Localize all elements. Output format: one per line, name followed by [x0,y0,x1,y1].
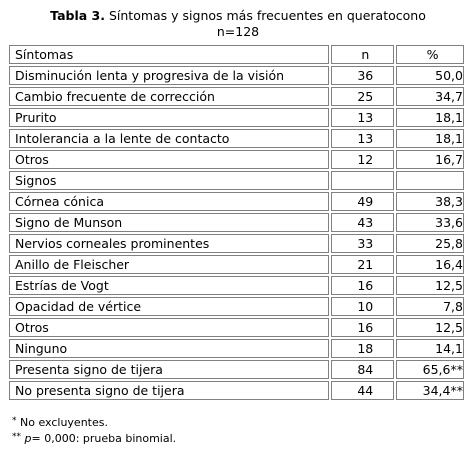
row-n-cell: 18 [331,339,394,358]
footnote-1 [12,414,108,430]
row-label-cell: Córnea cónica [9,192,329,211]
header-label-cell: Síntomas [9,45,329,64]
row-label-cell: No presenta signo de tijera [9,381,329,400]
row-pct-cell: 34,7 [396,87,464,106]
row-pct-cell: 34,4** [396,381,464,400]
row-n-cell: 33 [331,234,394,253]
row-n-cell: 44 [331,381,394,400]
row-n-cell: 84 [331,360,394,379]
row-n-cell: 16 [331,276,394,295]
row-n-cell: 43 [331,213,394,232]
table-row [9,255,464,274]
table-row [9,87,464,106]
footnote-1-text: No excluyentes. [16,416,108,429]
row-n-cell: 16 [331,318,394,337]
row-n-cell [331,171,394,190]
table-row [9,150,464,169]
row-n-cell: 36 [331,66,394,85]
row-pct-cell: 18,1 [396,129,464,148]
row-pct-cell: 12,5 [396,276,464,295]
symptoms-signs-table [7,43,466,402]
row-label-cell: Otros [9,318,329,337]
row-pct-cell [396,171,464,190]
caption-label: Tabla 3. [50,8,105,23]
row-pct-cell: 38,3 [396,192,464,211]
caption-title: Síntomas y signos más frecuentes en queratocono [104,8,426,23]
row-label-cell: Ninguno [9,339,329,358]
table-row [9,297,464,316]
row-pct-cell: 16,4 [396,255,464,274]
row-label-cell: Opacidad de vértice [9,297,329,316]
table-caption [0,8,476,40]
table-row [9,66,464,85]
row-pct-cell: 50,0 [396,66,464,85]
footnote-2-mark: ** [12,432,21,442]
row-pct-cell: 14,1 [396,339,464,358]
row-n-cell: 10 [331,297,394,316]
footnote-2-p-value: p [24,432,32,445]
table-row [9,108,464,127]
row-n-cell: 13 [331,108,394,127]
row-label-cell: Presenta signo de tijera [9,360,329,379]
table-header-row [9,45,464,64]
row-n-cell: 25 [331,87,394,106]
row-n-cell: 49 [331,192,394,211]
row-pct-cell: 12,5 [396,318,464,337]
row-label-cell: Otros [9,150,329,169]
row-pct-cell: 33,6 [396,213,464,232]
table-row [9,381,464,400]
table-row [9,234,464,253]
header-pct-cell: % [396,45,464,64]
header-n-cell: n [331,45,394,64]
footnote-1-mark: * [12,416,17,426]
caption-subtitle: n=128 [216,24,260,39]
row-pct-cell: 65,6** [396,360,464,379]
table-row [9,360,464,379]
table-row [9,192,464,211]
footnote-2 [12,430,176,446]
row-label-cell: Intolerancia a la lente de contacto [9,129,329,148]
row-n-cell: 13 [331,129,394,148]
table-row [9,171,464,190]
row-pct-cell: 18,1 [396,108,464,127]
table-row [9,339,464,358]
footnote-2-text: = 0,000: prueba binomial. [31,432,177,445]
row-pct-cell: 25,8 [396,234,464,253]
row-label-cell: Anillo de Fleischer [9,255,329,274]
row-label-cell: Signo de Munson [9,213,329,232]
row-pct-cell: 16,7 [396,150,464,169]
row-label-cell: Estrías de Vogt [9,276,329,295]
row-label-cell: Signos [9,171,329,190]
table-row [9,318,464,337]
row-label-cell: Prurito [9,108,329,127]
row-label-cell: Disminución lenta y progresiva de la visión [9,66,329,85]
table-row [9,129,464,148]
row-n-cell: 12 [331,150,394,169]
row-label-cell: Nervios corneales prominentes [9,234,329,253]
row-n-cell: 21 [331,255,394,274]
table-row [9,276,464,295]
row-pct-cell: 7,8 [396,297,464,316]
table-row [9,213,464,232]
row-label-cell: Cambio frecuente de corrección [9,87,329,106]
caption-title-line [0,8,476,24]
